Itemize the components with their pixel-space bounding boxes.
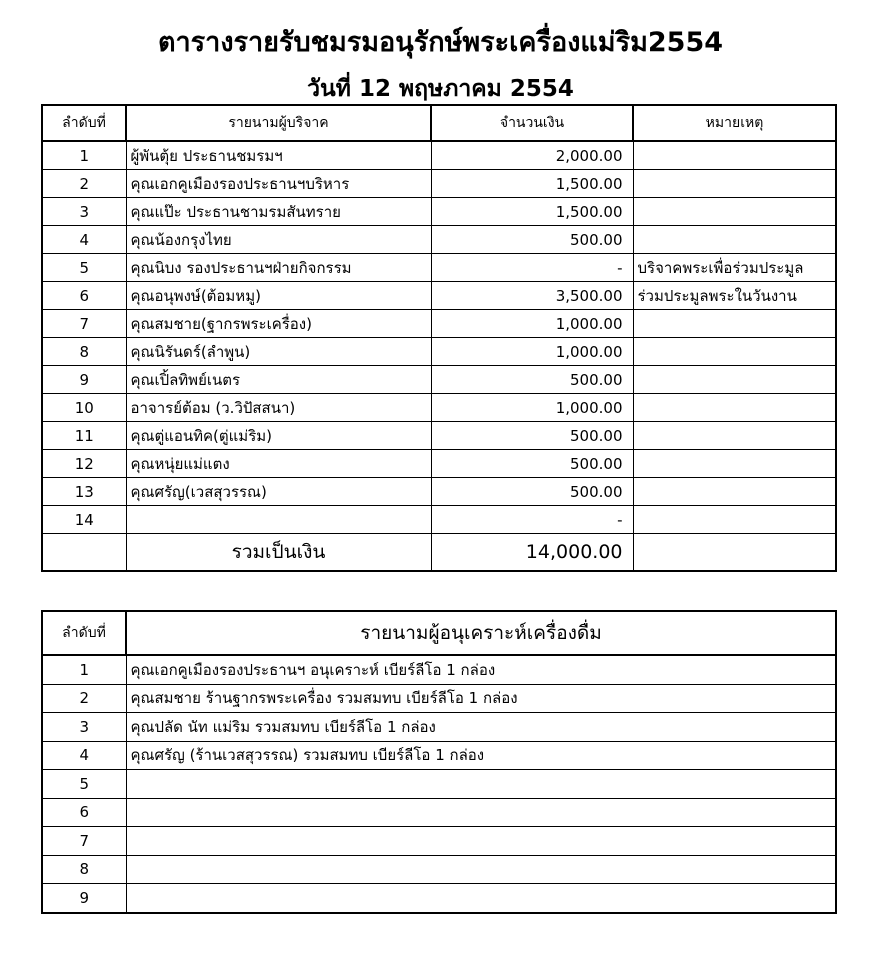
- donor-name: คุณเปิ้ลทิพย์เนตร: [126, 366, 431, 394]
- donor-name: คุณศรัญ(เวสสุวรรณ): [126, 478, 431, 506]
- donor-name: คุณสมชาย(ฐากรพระเครื่อง): [126, 310, 431, 338]
- row-number: 2: [42, 684, 126, 713]
- table-row: [42, 827, 836, 856]
- table-row: [42, 741, 836, 770]
- drink-sponsor-text: คุณสมชาย ร้านฐากรพระเครื่อง รวมสมทบ เบียร์ลีโอ 1 กล่อง: [126, 684, 836, 713]
- table-row: [42, 450, 836, 478]
- donation-amount: 500.00: [431, 226, 633, 254]
- donation-amount: 1,000.00: [431, 338, 633, 366]
- drinks-table: [41, 610, 837, 914]
- table-row: [42, 254, 836, 282]
- row-number: 7: [42, 310, 126, 338]
- donor-name: อาจารย์ต้อม (ว.วิปัสสนา): [126, 394, 431, 422]
- remark: [633, 338, 836, 366]
- donations-header-row: [42, 105, 836, 141]
- donation-amount: -: [431, 254, 633, 282]
- donation-amount: 500.00: [431, 478, 633, 506]
- table-row: [42, 282, 836, 310]
- header-amount: จำนวนเงิน: [431, 105, 633, 141]
- donor-name: คุณอนุพงษ์(ต้อมหมู): [126, 282, 431, 310]
- total-remark-cell: [633, 534, 836, 572]
- remark: [633, 141, 836, 170]
- row-number: 4: [42, 226, 126, 254]
- donation-amount: 1,000.00: [431, 394, 633, 422]
- row-number: 9: [42, 884, 126, 913]
- donor-name: คุณหนุ่ยแม่แตง: [126, 450, 431, 478]
- drinks-header-order-number: ลำดับที่: [42, 611, 126, 655]
- donor-name: คุณเอกคูเมืองรองประธานฯบริหาร: [126, 170, 431, 198]
- row-number: 2: [42, 170, 126, 198]
- row-number: 12: [42, 450, 126, 478]
- donation-amount: 1,500.00: [431, 170, 633, 198]
- drink-sponsor-text: [126, 798, 836, 827]
- remark: [633, 226, 836, 254]
- row-number: 14: [42, 506, 126, 534]
- table-row: [42, 366, 836, 394]
- row-number: 1: [42, 655, 126, 684]
- drinks-header-row: [42, 611, 836, 655]
- row-number: 4: [42, 741, 126, 770]
- remark: [633, 310, 836, 338]
- donation-amount: 3,500.00: [431, 282, 633, 310]
- table-row: [42, 198, 836, 226]
- row-number: 3: [42, 713, 126, 742]
- remark: [633, 506, 836, 534]
- table-row: [42, 655, 836, 684]
- row-number: 5: [42, 770, 126, 799]
- donation-amount: 2,000.00: [431, 141, 633, 170]
- donor-name: คุณนิบง รองประธานฯฝ่ายกิจกรรม: [126, 254, 431, 282]
- row-number: 10: [42, 394, 126, 422]
- row-number: 8: [42, 338, 126, 366]
- total-label: รวมเป็นเงิน: [126, 534, 431, 572]
- remark: [633, 422, 836, 450]
- donation-amount: 1,500.00: [431, 198, 633, 226]
- donations-table: [41, 104, 837, 572]
- table-row: [42, 422, 836, 450]
- row-number: 3: [42, 198, 126, 226]
- total-amount: 14,000.00: [431, 534, 633, 572]
- table-row: [42, 226, 836, 254]
- header-order-number: ลำดับที่: [42, 105, 126, 141]
- remark: ร่วมประมูลพระในวันงาน: [633, 282, 836, 310]
- drink-sponsor-text: [126, 770, 836, 799]
- table-row: [42, 394, 836, 422]
- page-title: ตารางรายรับชมรมอนุรักษ์พระเครื่องแม่ริม2554: [157, 27, 724, 58]
- table-row: [42, 478, 836, 506]
- remark: [633, 198, 836, 226]
- remark: [633, 366, 836, 394]
- header-donor-name: รายนามผู้บริจาค: [126, 105, 431, 141]
- donation-amount: -: [431, 506, 633, 534]
- row-number: 5: [42, 254, 126, 282]
- donor-name: [126, 506, 431, 534]
- row-number: 6: [42, 798, 126, 827]
- donation-amount: 500.00: [431, 450, 633, 478]
- row-number: 11: [42, 422, 126, 450]
- remark: [633, 450, 836, 478]
- drink-sponsor-text: คุณเอกคูเมืองรองประธานฯ อนุเคราะห์ เบียร์ลีโอ 1 กล่อง: [126, 655, 836, 684]
- remark: [633, 478, 836, 506]
- drink-sponsor-text: [126, 855, 836, 884]
- donor-name: คุณน้องกรุงไทย: [126, 226, 431, 254]
- table-row: [42, 798, 836, 827]
- remark: [633, 170, 836, 198]
- table-row: [42, 713, 836, 742]
- row-number: 8: [42, 855, 126, 884]
- page-subtitle-date: วันที่ 12 พฤษภาคม 2554: [307, 76, 574, 102]
- remark: บริจาคพระเพื่อร่วมประมูล: [633, 254, 836, 282]
- drink-sponsor-text: คุณศรัญ (ร้านเวสสุวรรณ) รวมสมทบ เบียร์ลีโอ 1 กล่อง: [126, 741, 836, 770]
- donor-name: คุณแป๊ะ ประธานชามรมสันทราย: [126, 198, 431, 226]
- table-row: [42, 506, 836, 534]
- donor-name: ผู้พันตุ้ย ประธานชมรมฯ: [126, 141, 431, 170]
- table-row: [42, 855, 836, 884]
- drink-sponsor-text: [126, 827, 836, 856]
- donation-amount: 500.00: [431, 422, 633, 450]
- donation-amount: 500.00: [431, 366, 633, 394]
- remark: [633, 394, 836, 422]
- row-number: 1: [42, 141, 126, 170]
- total-empty-cell: [42, 534, 126, 572]
- drink-sponsor-text: คุณปลัด นัท แม่ริม รวมสมทบ เบียร์ลีโอ 1 กล่อง: [126, 713, 836, 742]
- table-row: [42, 141, 836, 170]
- table-row: [42, 770, 836, 799]
- table-row: [42, 884, 836, 913]
- table-row: [42, 338, 836, 366]
- table-row: [42, 684, 836, 713]
- row-number: 9: [42, 366, 126, 394]
- table-row: [42, 170, 836, 198]
- table-row: [42, 310, 836, 338]
- row-number: 13: [42, 478, 126, 506]
- donor-name: คุณนิรันดร์(ลำพูน): [126, 338, 431, 366]
- drinks-header-title: รายนามผู้อนุเคราะห์เครื่องดื่ม: [126, 611, 836, 655]
- drink-sponsor-text: [126, 884, 836, 913]
- total-row: [42, 534, 836, 572]
- donor-name: คุณตู่แอนทิค(ตู่แม่ริม): [126, 422, 431, 450]
- header-remark: หมายเหตุ: [633, 105, 836, 141]
- row-number: 7: [42, 827, 126, 856]
- row-number: 6: [42, 282, 126, 310]
- donation-amount: 1,000.00: [431, 310, 633, 338]
